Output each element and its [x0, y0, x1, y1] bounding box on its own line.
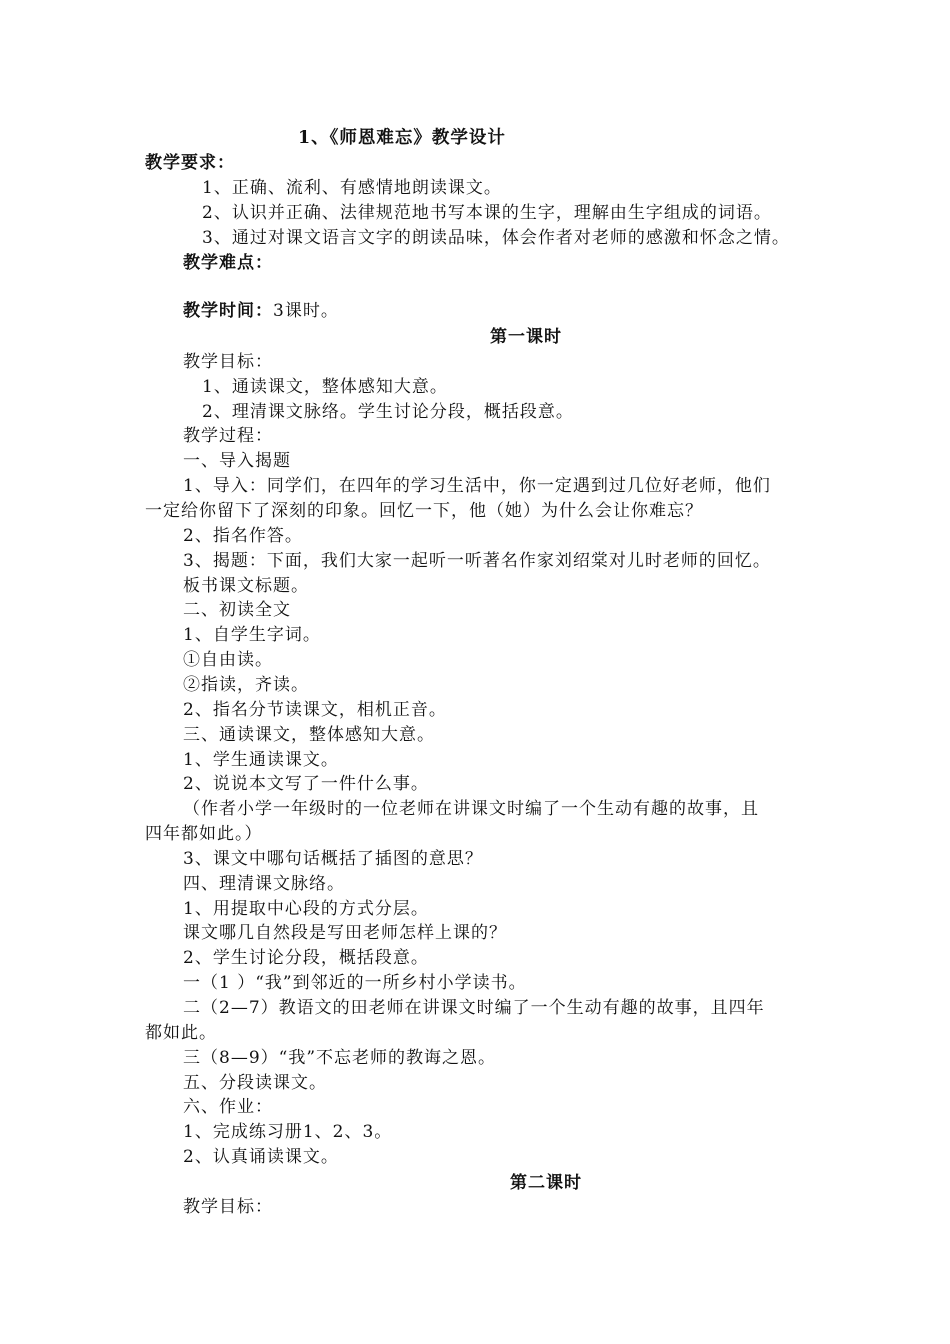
session2-heading: 第二课时	[510, 1173, 582, 1193]
session2-goals-heading: 教学目标：	[183, 1197, 273, 1217]
process-line: 1、用提取中心段的方式分层。	[183, 899, 429, 919]
process-line: 1、导入：同学们，在四年的学习生活中，你一定遇到过几位好老师，他们	[183, 476, 771, 496]
process-line: 四、理清课文脉络。	[183, 874, 345, 894]
process-line: 板书课文标题。	[183, 576, 309, 596]
session1-goals-heading: 教学目标：	[183, 352, 273, 372]
process-line: 一、导入揭题	[183, 451, 291, 471]
process-line: 课文哪几自然段是写田老师怎样上课的？	[183, 923, 507, 943]
requirement-item: 2、认识并正确、法律规范地书写本课的生字，理解由生字组成的词语。	[202, 203, 772, 223]
process-line: 1、学生通读课文。	[183, 750, 339, 770]
session1-goal: 2、理清课文脉络。学生讨论分段，概括段意。	[202, 402, 574, 422]
requirement-item: 3、通过对课文语言文字的朗读品味，体会作者对老师的感激和怀念之情。	[202, 228, 790, 248]
process-line: 一定给你留下了深刻的印象。回忆一下，他（她）为什么会让你难忘？	[145, 501, 703, 521]
process-line: 五、分段读课文。	[183, 1073, 327, 1093]
process-line: 2、认真诵读课文。	[183, 1147, 339, 1167]
process-line: 2、学生讨论分段，概括段意。	[183, 948, 429, 968]
process-line: 三、通读课文，整体感知大意。	[183, 725, 435, 745]
process-line: 2、说说本文写了一件什么事。	[183, 774, 429, 794]
process-line: 二（2—7）教语文的田老师在讲课文时编了一个生动有趣的故事，且四年	[183, 998, 765, 1018]
process-line: 2、指名作答。	[183, 526, 303, 546]
process-line: ②指读，齐读。	[183, 675, 309, 695]
teaching-time	[183, 299, 339, 323]
requirements-heading: 教学要求：	[145, 153, 235, 173]
process-line: 二、初读全文	[183, 600, 291, 620]
session1-process-heading: 教学过程：	[183, 426, 273, 446]
process-line: 一（1 ）“我”到邻近的一所乡村小学读书。	[183, 973, 527, 993]
process-line: 3、揭题：下面，我们大家一起听一听著名作家刘绍棠对儿时老师的回忆。	[183, 551, 771, 571]
requirement-item: 1、正确、流利、有感情地朗读课文。	[202, 178, 502, 198]
process-line: 四年都如此。）	[145, 824, 263, 844]
process-line: 3、课文中哪句话概括了插图的意思？	[183, 849, 483, 869]
process-line: 都如此。	[145, 1023, 217, 1043]
process-line: 2、指名分节读课文，相机正音。	[183, 700, 447, 720]
difficulty-heading: 教学难点：	[183, 253, 273, 273]
time-value: 3课时。	[273, 301, 339, 321]
process-line: 六、作业：	[183, 1097, 273, 1117]
process-line: 三（8—9）“我”不忘老师的教诲之恩。	[183, 1048, 497, 1068]
process-line: ①自由读。	[183, 650, 273, 670]
document-title: 1、《师恩难忘》教学设计	[298, 128, 506, 148]
process-line: 1、完成练习册1、2、3。	[183, 1122, 393, 1142]
session1-heading: 第一课时	[490, 327, 562, 347]
time-label: 教学时间：	[183, 301, 273, 321]
process-line: （作者小学一年级时的一位老师在讲课文时编了一个生动有趣的故事，且	[183, 799, 759, 819]
session1-goal: 1、通读课文，整体感知大意。	[202, 377, 448, 397]
process-line: 1、自学生字词。	[183, 625, 321, 645]
